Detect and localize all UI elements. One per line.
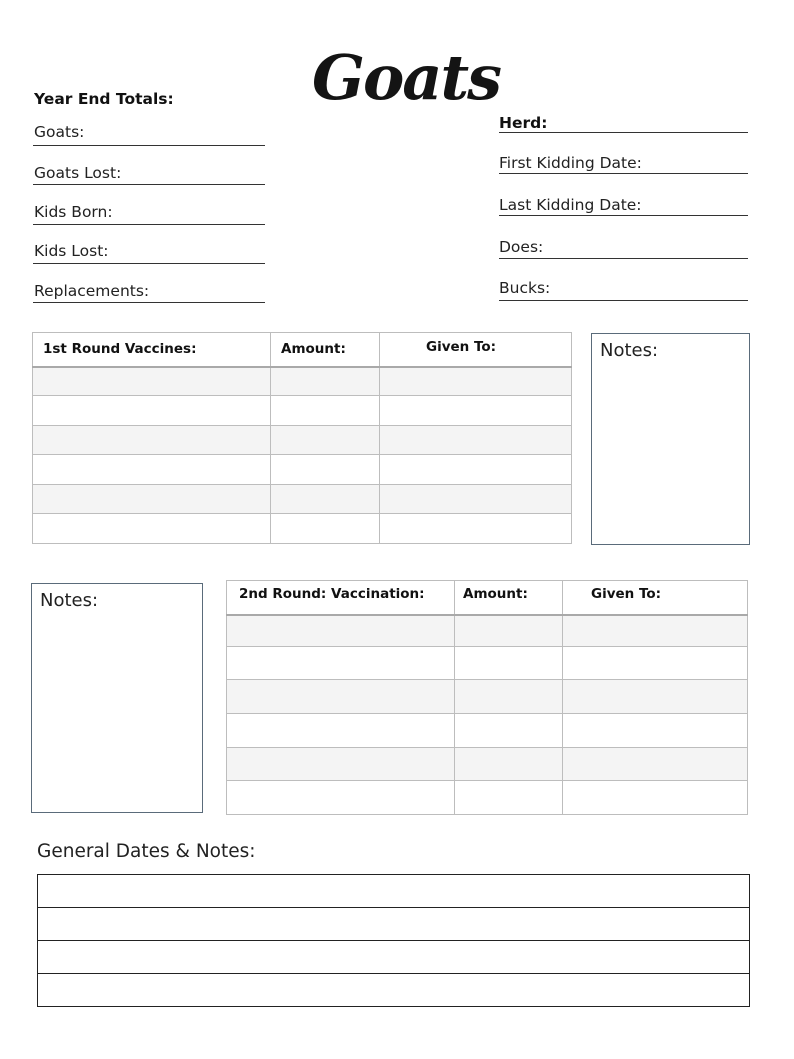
herd-line-last-kidding[interactable]	[499, 215, 748, 216]
table-cell[interactable]	[271, 485, 380, 514]
table-cell[interactable]	[563, 781, 748, 815]
general-notes-label: General Dates & Notes:	[37, 841, 256, 862]
year-end-label-kids-lost: Kids Lost:	[34, 242, 109, 260]
table-row	[33, 455, 572, 485]
page-title: Goats	[312, 41, 501, 114]
notes-label: Notes:	[600, 340, 659, 361]
table-row	[227, 781, 748, 815]
table-cell[interactable]	[38, 974, 750, 1007]
table-cell[interactable]	[455, 748, 563, 781]
round2-header-given-to: Given To:	[563, 581, 748, 615]
year-end-line-goats[interactable]	[33, 145, 265, 146]
herd-line[interactable]	[499, 132, 748, 133]
table-row	[227, 714, 748, 748]
notes-box-right[interactable]	[591, 333, 750, 545]
table-row	[33, 367, 572, 396]
table-cell[interactable]	[380, 455, 572, 485]
table-cell[interactable]	[227, 714, 455, 748]
table-cell[interactable]	[33, 367, 271, 396]
table-row	[38, 974, 750, 1007]
round1-header-row	[33, 333, 572, 367]
table-cell[interactable]	[33, 485, 271, 514]
table-row	[33, 396, 572, 426]
table-row	[38, 908, 750, 941]
table-row	[227, 615, 748, 647]
table-cell[interactable]	[455, 615, 563, 647]
herd-label-bucks: Bucks:	[499, 279, 551, 297]
year-end-line-replacements[interactable]	[33, 302, 265, 303]
year-end-line-kids-born[interactable]	[33, 224, 265, 225]
notes-label: Notes:	[40, 590, 99, 611]
table-cell[interactable]	[227, 615, 455, 647]
table-cell[interactable]	[227, 748, 455, 781]
table-cell[interactable]	[227, 781, 455, 815]
table-row	[33, 426, 572, 455]
year-end-line-goats-lost[interactable]	[33, 184, 265, 185]
table-cell[interactable]	[38, 941, 750, 974]
year-end-label-goats: Goats:	[34, 123, 85, 141]
table-cell[interactable]	[271, 455, 380, 485]
table-row	[33, 485, 572, 514]
table-row	[38, 875, 750, 908]
table-cell[interactable]	[38, 875, 750, 908]
notes-box-left[interactable]	[31, 583, 203, 813]
table-row	[227, 647, 748, 680]
herd-line-does[interactable]	[499, 258, 748, 259]
round1-vaccine-table	[32, 332, 572, 544]
year-end-line-kids-lost[interactable]	[33, 263, 265, 264]
herd-label-last-kidding: Last Kidding Date:	[499, 196, 642, 214]
year-end-label-replacements: Replacements:	[34, 282, 150, 300]
table-cell[interactable]	[380, 367, 572, 396]
table-cell[interactable]	[33, 514, 271, 544]
table-cell[interactable]	[271, 426, 380, 455]
round2-vaccine-table	[226, 580, 748, 815]
herd-label-does: Does:	[499, 238, 544, 256]
table-cell[interactable]	[455, 781, 563, 815]
table-cell[interactable]	[380, 426, 572, 455]
table-cell[interactable]	[563, 647, 748, 680]
table-cell[interactable]	[227, 647, 455, 680]
table-cell[interactable]	[38, 908, 750, 941]
herd-heading: Herd:	[499, 114, 548, 132]
round2-header-amount: Amount:	[455, 581, 563, 615]
table-cell[interactable]	[380, 396, 572, 426]
table-cell[interactable]	[271, 514, 380, 544]
table-row	[38, 941, 750, 974]
table-row	[33, 514, 572, 544]
table-cell[interactable]	[227, 680, 455, 714]
table-cell[interactable]	[33, 396, 271, 426]
round1-header-amount: Amount:	[271, 333, 380, 367]
table-cell[interactable]	[33, 426, 271, 455]
table-cell[interactable]	[271, 367, 380, 396]
herd-line-bucks[interactable]	[499, 300, 748, 301]
table-cell[interactable]	[455, 647, 563, 680]
round1-header-given-to: Given To:	[380, 333, 572, 367]
round2-header-row	[227, 581, 748, 615]
general-notes-table	[37, 874, 750, 1007]
table-cell[interactable]	[455, 680, 563, 714]
table-cell[interactable]	[563, 615, 748, 647]
year-end-label-kids-born: Kids Born:	[34, 203, 113, 221]
table-cell[interactable]	[455, 714, 563, 748]
table-cell[interactable]	[33, 455, 271, 485]
herd-label-first-kidding: First Kidding Date:	[499, 154, 642, 172]
year-end-label-goats-lost: Goats Lost:	[34, 164, 122, 182]
table-cell[interactable]	[563, 748, 748, 781]
table-row	[227, 680, 748, 714]
table-cell[interactable]	[563, 680, 748, 714]
year-end-heading: Year End Totals:	[34, 90, 174, 108]
table-cell[interactable]	[380, 485, 572, 514]
round2-header-vaccination: 2nd Round: Vaccination:	[227, 581, 455, 615]
table-row	[227, 748, 748, 781]
table-cell[interactable]	[563, 714, 748, 748]
table-cell[interactable]	[271, 396, 380, 426]
herd-line-first-kidding[interactable]	[499, 173, 748, 174]
table-cell[interactable]	[380, 514, 572, 544]
round1-header-vaccine: 1st Round Vaccines:	[33, 333, 271, 367]
